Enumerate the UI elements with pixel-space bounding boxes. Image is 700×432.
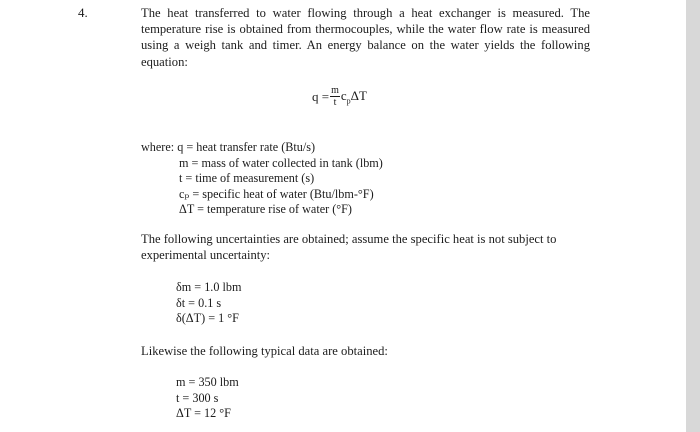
problem-number: 4.	[78, 5, 88, 20]
energy-balance-equation	[312, 86, 367, 108]
page-edge-bar	[686, 0, 700, 432]
typical-data-list	[176, 375, 239, 422]
variable-definitions	[141, 140, 383, 218]
definition-item: ΔT = temperature rise of water (°F)	[179, 202, 352, 217]
definition-row	[141, 187, 383, 203]
equation-cp-subscript: p	[346, 96, 351, 106]
equation-lhs: q =	[312, 89, 330, 104]
uncertainties-intro: The following uncertainties are obtained; assume the specific heat is not subject to experimental uncertainty:	[141, 232, 557, 263]
definition-item: q = heat transfer rate (Btu/s)	[177, 140, 316, 154]
equation-fraction	[330, 86, 340, 108]
equation-cp: c	[340, 88, 347, 104]
definition-item: cₚ = specific heat of water (Btu/lbm-°F)	[179, 186, 374, 201]
definition-row	[141, 202, 383, 218]
definition-row	[141, 171, 383, 187]
definition-item: m = mass of water collected in tank (lbm)	[179, 155, 383, 170]
equation-delta-t: ΔT	[350, 88, 367, 104]
fraction-denominator: t	[333, 97, 337, 108]
uncertainties-list	[176, 280, 241, 327]
list-item: δm = 1.0 lbm	[176, 280, 242, 294]
problem-intro-text: The heat transferred to water flowing through a heat exchanger is measured. The temperature rise is obtained from thermocouples, while the water flow rate is measured using a weigh tank and timer. An energy balance on the water yields the following equation:	[141, 6, 590, 69]
definition-row	[141, 140, 383, 156]
definition-item: t = time of measurement (s)	[179, 171, 315, 186]
where-label: where:	[141, 140, 175, 154]
list-item: ΔT = 12 °F	[176, 406, 231, 421]
fraction-numerator: m	[331, 85, 339, 96]
list-item: δt = 0.1 s	[176, 295, 222, 310]
list-item: δ(ΔT) = 1 °F	[176, 311, 239, 326]
equation-rhs	[341, 88, 367, 106]
list-item: m = 350 lbm	[176, 375, 239, 389]
list-item: t = 300 s	[176, 390, 219, 405]
typical-data-intro: Likewise the following typical data are obtained:	[141, 344, 388, 358]
definition-row	[141, 156, 383, 172]
